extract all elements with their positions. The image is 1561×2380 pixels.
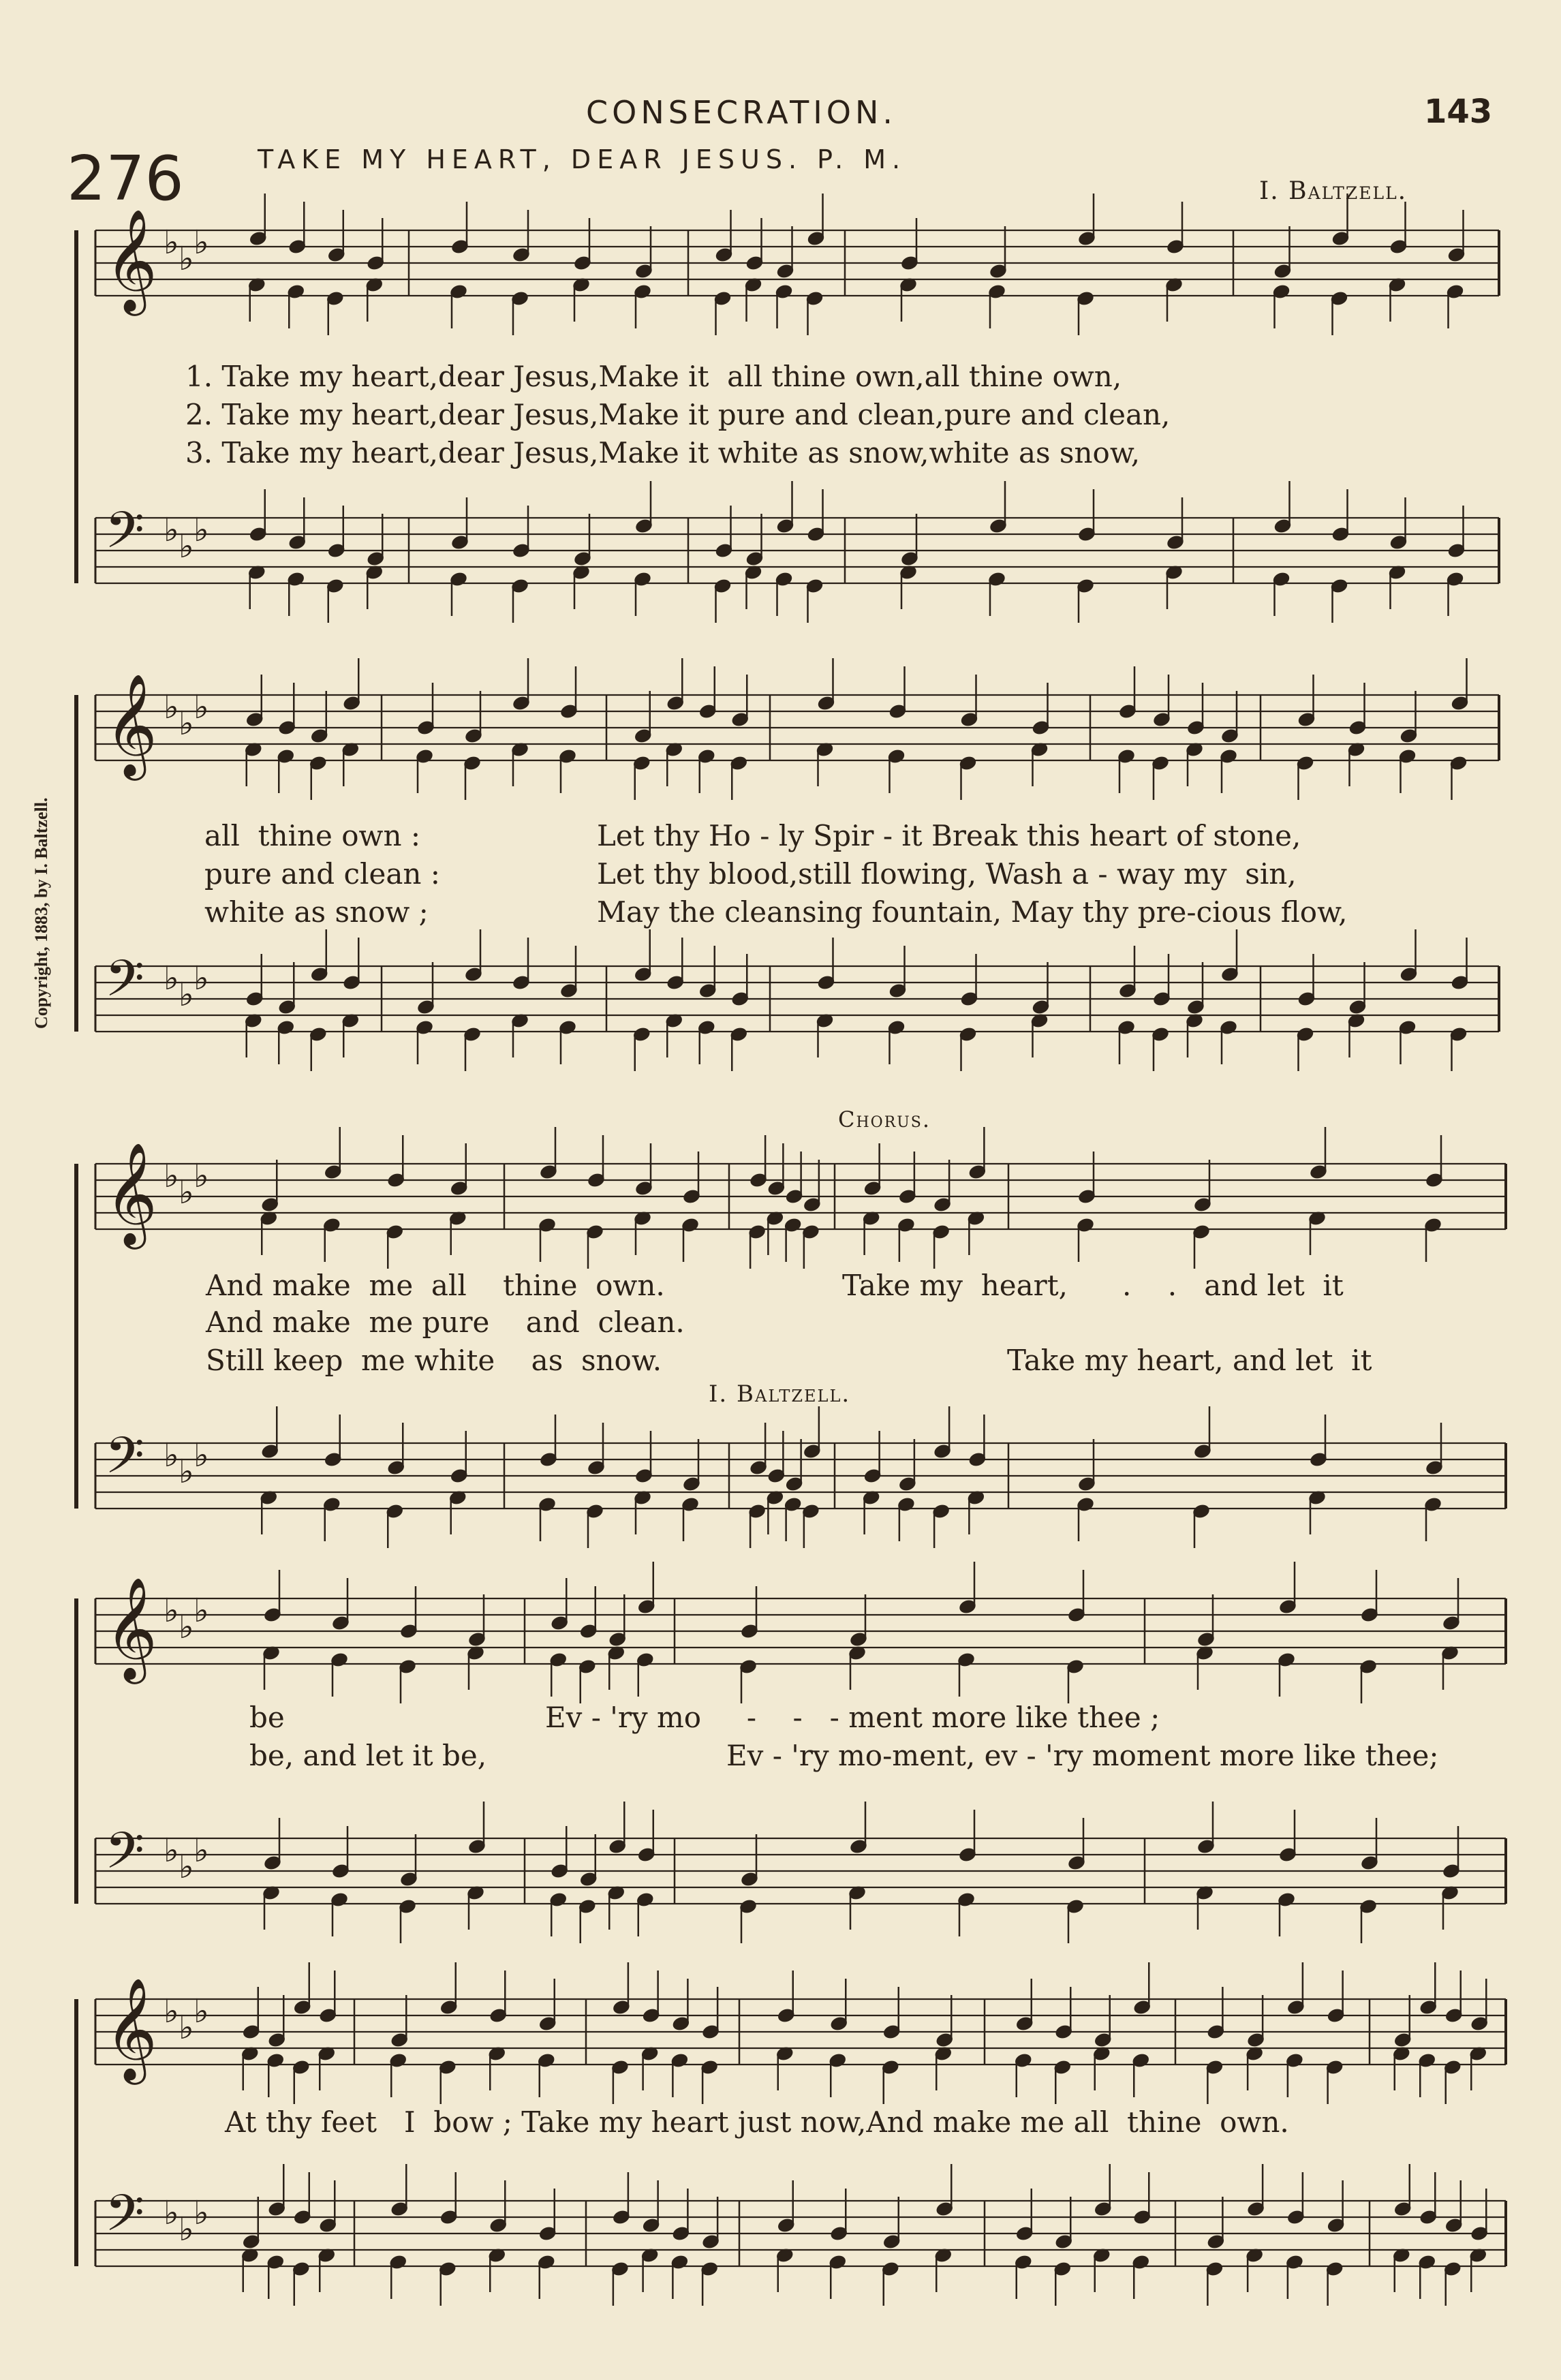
flat-sign: ♭ [164,511,179,549]
page-number: 143 [1424,93,1493,131]
bass-clef: 𝄢 [105,2184,144,2255]
flat-sign: ♭ [179,2009,194,2047]
flat-sign: ♭ [179,1608,194,1646]
chorus-line-2-top-left: be [249,1701,285,1734]
flat-sign: ♭ [179,240,194,278]
verse-1-line-1: 1. Take my heart,dear Jesus,Make it all thine own,all thine own, [185,360,1122,393]
flat-sign: ♭ [164,1992,179,2030]
treble-clef: 𝄞 [105,673,157,776]
flat-sign: ♭ [194,1436,209,1474]
flat-sign: ♭ [194,688,209,726]
flat-sign: ♭ [164,1157,179,1195]
composer-credit: I. Baltzell. [1259,177,1408,205]
chorus-line-1-top: Take my heart, . . and let it [842,1269,1344,1302]
flat-sign: ♭ [179,527,194,566]
flat-sign: ♭ [164,959,179,998]
flat-sign: ♭ [179,1453,194,1491]
verse-1-line-2-left: all thine own : [204,819,421,852]
chorus-label: Chorus. [838,1107,931,1132]
hymn-number: 276 [67,143,184,215]
verse-3-line-2-right: May the cleansing fountain, May thy pre-cious flow, [597,895,1348,929]
chorus-line-3: At thy feet I bow ; Take my heart just now,And make me all thine own. [225,2105,1289,2139]
hymn-title: TAKE MY HEART, DEAR JESUS. P. M. [258,144,907,174]
verse-3-line-2-left: white as snow ; [204,895,429,929]
chorus-composer-credit: I. Baltzell. [709,1380,851,1408]
section-heading: CONSECRATION. [586,94,897,131]
flat-sign: ♭ [179,1848,194,1886]
flat-sign: ♭ [164,1592,179,1630]
chorus-line-2-bottom-right: Ev - 'ry mo-ment, ev - 'ry moment more like thee; [726,1739,1439,1772]
bass-clef: 𝄢 [105,949,144,1021]
flat-sign: ♭ [179,705,194,743]
flat-sign: ♭ [194,511,209,549]
flat-sign: ♭ [164,1832,179,1870]
verse-3-line-1: 3. Take my heart,dear Jesus,Make it white as snow,white as snow, [185,436,1141,469]
flat-sign: ♭ [194,959,209,998]
treble-clef: 𝄞 [105,1576,157,1680]
flat-sign: ♭ [179,1173,194,1211]
treble-clef: 𝄞 [105,208,157,311]
verse-2-line-2-right: Let thy blood,still flowing, Wash a - way my sin, [597,857,1297,891]
verse-1-line-2-right: Let thy Ho - ly Spir - it Break this heart of stone, [597,819,1301,852]
verse-2-line-1: 2. Take my heart,dear Jesus,Make it pure and clean,pure and clean, [185,398,1171,431]
flat-sign: ♭ [179,2210,194,2248]
flat-sign: ♭ [164,1436,179,1474]
flat-sign: ♭ [194,1157,209,1195]
flat-sign: ♭ [194,2194,209,2232]
chorus-line-2-bottom-left: be, and let it be, [249,1739,487,1772]
bass-clef: 𝄢 [105,1821,144,1893]
chorus-line-2-top-right: Ev - 'ry mo - - - ment more like thee ; [545,1701,1160,1734]
flat-sign: ♭ [194,223,209,262]
verse-1-line-3: And make me all thine own. [206,1269,665,1302]
flat-sign: ♭ [164,223,179,262]
flat-sign: ♭ [194,1832,209,1870]
flat-sign: ♭ [164,688,179,726]
verse-2-line-2-left: pure and clean : [204,857,440,891]
flat-sign: ♭ [179,976,194,1014]
treble-clef: 𝄞 [105,1141,157,1245]
treble-clef: 𝄞 [105,1977,157,2080]
flat-sign: ♭ [164,2194,179,2232]
flat-sign: ♭ [194,1592,209,1630]
flat-sign: ♭ [194,1992,209,2030]
bass-clef: 𝄢 [105,1426,144,1498]
bass-clef: 𝄢 [105,501,144,572]
verse-2-line-3: And make me pure and clean. [206,1305,685,1339]
chorus-line-1-bottom: Take my heart, and let it [1007,1344,1372,1377]
verse-3-line-3: Still keep me white as snow. [206,1344,662,1377]
copyright-notice: Copyright, 1883, by I. Baltzell. [31,797,51,1029]
